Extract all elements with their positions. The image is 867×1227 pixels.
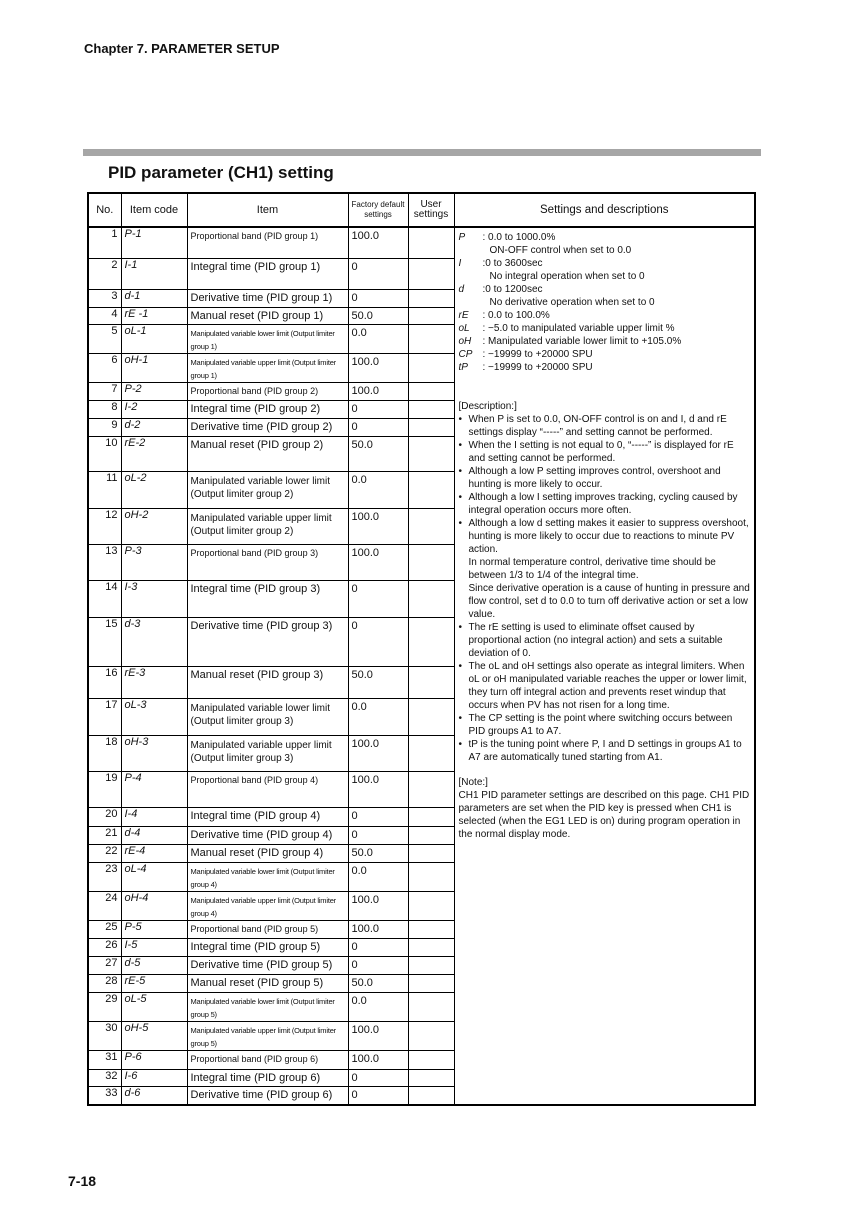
- table-header-row: [88, 193, 755, 227]
- item-code: d-6: [121, 1086, 187, 1105]
- row-number: 19: [88, 771, 121, 807]
- item-name: Manual reset (PID group 1): [187, 307, 348, 324]
- item-code: P-4: [121, 771, 187, 807]
- description-text: The oL and oH settings also operate as integral limiters. When oL or oH manipulated variable reaches the upper or lower limit, they turn off integral action and prevents reset windup that occurs when PV has not risen for a long time.: [468, 661, 747, 711]
- factory-default-value: 0.0: [348, 698, 408, 735]
- bullet-mark: •: [458, 414, 463, 425]
- item-name: Derivative time (PID group 4): [187, 826, 348, 844]
- item-name: Proportional band (PID group 2): [187, 382, 348, 400]
- item-name: Manual reset (PID group 2): [187, 436, 348, 471]
- row-number: 1: [88, 227, 121, 258]
- user-setting-cell: [408, 418, 454, 436]
- row-number: 20: [88, 807, 121, 826]
- user-setting-cell: [408, 471, 454, 508]
- bullet-mark: •: [458, 622, 463, 633]
- description-text: The rE setting is used to eliminate offset caused by proportional action (no integral action) and sets a suitable deviation of 0.: [468, 622, 723, 659]
- item-code: P-3: [121, 544, 187, 580]
- row-number: 29: [88, 992, 121, 1021]
- description-bullet: [459, 413, 751, 439]
- item-code: oL-3: [121, 698, 187, 735]
- user-setting-cell: [408, 580, 454, 617]
- header-user-settings: User settings: [408, 193, 454, 227]
- range-row: [459, 361, 751, 374]
- range-note: No derivative operation when set to 0: [489, 297, 655, 308]
- bullet-mark: •: [458, 713, 463, 724]
- item-code: rE-5: [121, 974, 187, 992]
- header-factory-default: Factory default settings: [348, 193, 408, 227]
- item-name-line1: Manipulated variable lower limit: [190, 702, 331, 714]
- item-code: P-5: [121, 920, 187, 938]
- factory-default-value: 100.0: [348, 920, 408, 938]
- factory-default-value: 100.0: [348, 1050, 408, 1069]
- page-title: PID parameter (CH1) setting: [108, 163, 334, 182]
- factory-default-value: 0: [348, 807, 408, 826]
- item-name: [187, 698, 348, 735]
- range-row: [459, 231, 751, 244]
- factory-default-value: 0: [348, 400, 408, 418]
- range-code: CP: [458, 349, 473, 360]
- item-name: Proportional band (PID group 1): [187, 227, 348, 258]
- item-name: Derivative time (PID group 5): [187, 956, 348, 974]
- item-name: Manipulated variable lower limit (Output limiter group 1): [187, 324, 348, 353]
- item-code: d-5: [121, 956, 187, 974]
- range-text: : −5.0 to manipulated variable upper limit %: [482, 323, 675, 334]
- description-bullet: [459, 660, 751, 712]
- row-number: 22: [88, 844, 121, 862]
- user-setting-cell: [408, 974, 454, 992]
- range-row: [459, 335, 751, 348]
- row-number: 30: [88, 1021, 121, 1050]
- item-code: I-5: [121, 938, 187, 956]
- user-setting-cell: [408, 862, 454, 891]
- header-no: No.: [88, 193, 121, 227]
- derivative-note: Since derivative operation is a cause of hunting in pressure and flow control, set d to 0.0 to turn off derivative action or set a low value.: [468, 583, 750, 620]
- item-name: Integral time (PID group 1): [187, 258, 348, 289]
- user-setting-cell: [408, 698, 454, 735]
- item-name: Integral time (PID group 4): [187, 807, 348, 826]
- factory-default-value: 100.0: [348, 382, 408, 400]
- description-bullet: [459, 439, 751, 465]
- item-name-line2: (Output limiter group 3): [190, 752, 294, 764]
- range-row: [459, 322, 751, 335]
- user-setting-cell: [408, 324, 454, 353]
- range-note: ON-OFF control when set to 0.0: [489, 245, 632, 256]
- row-number: 33: [88, 1086, 121, 1105]
- bullet-mark: •: [458, 466, 463, 477]
- row-number: 12: [88, 508, 121, 544]
- range-note: No integral operation when set to 0: [489, 271, 645, 282]
- item-name: [187, 508, 348, 544]
- description-text: When P is set to 0.0, ON-OFF control is on and I, d and rE settings display “-----” and setting cannot be performed.: [468, 414, 727, 438]
- factory-default-value: 0: [348, 617, 408, 666]
- range-row: [459, 283, 751, 296]
- item-code: I-6: [121, 1069, 187, 1086]
- item-code: rE-3: [121, 666, 187, 698]
- row-number: 17: [88, 698, 121, 735]
- item-code: oL-2: [121, 471, 187, 508]
- factory-default-value: 0: [348, 580, 408, 617]
- factory-default-value: 50.0: [348, 307, 408, 324]
- range-code: oH: [458, 336, 472, 347]
- user-setting-cell: [408, 891, 454, 920]
- user-setting-cell: [408, 938, 454, 956]
- item-code: P-2: [121, 382, 187, 400]
- item-name: Proportional band (PID group 6): [187, 1050, 348, 1069]
- item-code: I-1: [121, 258, 187, 289]
- factory-default-value: 100.0: [348, 771, 408, 807]
- description-heading: [Description:]: [458, 401, 517, 412]
- item-name: Proportional band (PID group 3): [187, 544, 348, 580]
- row-number: 31: [88, 1050, 121, 1069]
- range-code: d: [458, 284, 465, 295]
- factory-default-value: 0: [348, 289, 408, 307]
- item-name: [187, 471, 348, 508]
- factory-default-value: 100.0: [348, 544, 408, 580]
- note-heading: [Note:]: [458, 777, 488, 788]
- range-text: : 0.0 to 1000.0%: [482, 232, 556, 243]
- description-text: When the I setting is not equal to 0, “-----” is displayed for rE and setting cannot be performed.: [468, 440, 734, 464]
- factory-default-value: 0: [348, 938, 408, 956]
- row-number: 25: [88, 920, 121, 938]
- header-item: Item: [187, 193, 348, 227]
- item-code: oL-5: [121, 992, 187, 1021]
- bullet-mark: •: [458, 492, 463, 503]
- range-row: [459, 348, 751, 361]
- factory-default-value: 0.0: [348, 471, 408, 508]
- factory-default-value: 100.0: [348, 353, 408, 382]
- item-name: Integral time (PID group 3): [187, 580, 348, 617]
- settings-description: [454, 227, 755, 1105]
- item-code: P-1: [121, 227, 187, 258]
- row-number: 23: [88, 862, 121, 891]
- parameter-table: [87, 192, 756, 1106]
- row-number: 26: [88, 938, 121, 956]
- item-code: I-2: [121, 400, 187, 418]
- factory-default-value: 50.0: [348, 666, 408, 698]
- row-number: 5: [88, 324, 121, 353]
- row-number: 21: [88, 826, 121, 844]
- user-setting-cell: [408, 807, 454, 826]
- description-text: The CP setting is the point where switching occurs between PID groups A1 to A7.: [468, 713, 733, 737]
- item-name: Manipulated variable lower limit (Output limiter group 4): [187, 862, 348, 891]
- item-name-line1: Manipulated variable upper limit: [190, 739, 332, 751]
- description-bullet: [459, 491, 751, 517]
- row-number: 8: [88, 400, 121, 418]
- item-name: Proportional band (PID group 4): [187, 771, 348, 807]
- row-number: 6: [88, 353, 121, 382]
- item-code: oH-1: [121, 353, 187, 382]
- row-number: 28: [88, 974, 121, 992]
- item-name: Manual reset (PID group 5): [187, 974, 348, 992]
- row-number: 7: [88, 382, 121, 400]
- factory-default-value: 50.0: [348, 436, 408, 471]
- chapter-heading: Chapter 7. PARAMETER SETUP: [84, 41, 280, 56]
- description-text: tP is the tuning point where P, I and D settings in groups A1 to A7 are automatically tuned starting from A1.: [468, 739, 742, 763]
- factory-default-value: 100.0: [348, 735, 408, 771]
- item-code: oH-4: [121, 891, 187, 920]
- description-text: Although a low P setting improves control, overshoot and hunting is more likely to occur.: [468, 466, 721, 490]
- description-text: Although a low I setting improves tracking, cycling caused by integral operation occurs more often.: [468, 492, 738, 516]
- item-code: rE -1: [121, 307, 187, 324]
- range-text: : Manipulated variable lower limit to +105.0%: [482, 336, 682, 347]
- row-number: 16: [88, 666, 121, 698]
- item-name: Proportional band (PID group 5): [187, 920, 348, 938]
- item-code: oH-2: [121, 508, 187, 544]
- row-number: 11: [88, 471, 121, 508]
- description-bullet: [459, 465, 751, 491]
- user-setting-cell: [408, 1086, 454, 1105]
- derivative-note: In normal temperature control, derivative time should be between 1/3 to 1/4 of the integral time.: [468, 557, 716, 581]
- bullet-mark: •: [458, 739, 463, 750]
- bullet-mark: •: [458, 661, 463, 672]
- factory-default-value: 100.0: [348, 227, 408, 258]
- factory-default-value: 0: [348, 418, 408, 436]
- user-setting-cell: [408, 544, 454, 580]
- row-number: 9: [88, 418, 121, 436]
- factory-default-value: 0.0: [348, 992, 408, 1021]
- user-setting-cell: [408, 289, 454, 307]
- item-name: Manipulated variable lower limit (Output limiter group 5): [187, 992, 348, 1021]
- range-code: P: [458, 232, 466, 243]
- item-name: Manipulated variable upper limit (Output limiter group 4): [187, 891, 348, 920]
- item-name-line1: Manipulated variable upper limit: [190, 512, 332, 524]
- range-text: :0 to 3600sec: [482, 258, 543, 269]
- factory-default-value: 0: [348, 1069, 408, 1086]
- section-rule: [83, 149, 761, 156]
- item-code: d-2: [121, 418, 187, 436]
- row-number: 10: [88, 436, 121, 471]
- row-number: 24: [88, 891, 121, 920]
- factory-default-value: 100.0: [348, 891, 408, 920]
- item-name: Manual reset (PID group 3): [187, 666, 348, 698]
- row-number: 14: [88, 580, 121, 617]
- item-code: rE-2: [121, 436, 187, 471]
- user-setting-cell: [408, 382, 454, 400]
- factory-default-value: 0.0: [348, 862, 408, 891]
- row-number: 13: [88, 544, 121, 580]
- row-number: 32: [88, 1069, 121, 1086]
- factory-default-value: 50.0: [348, 844, 408, 862]
- range-text: : −19999 to +20000 SPU: [482, 362, 593, 373]
- range-row: [459, 309, 751, 322]
- user-setting-cell: [408, 353, 454, 382]
- factory-default-value: 0: [348, 258, 408, 289]
- user-setting-cell: [408, 920, 454, 938]
- user-setting-cell: [408, 735, 454, 771]
- row-number: 15: [88, 617, 121, 666]
- description-bullet: [459, 738, 751, 764]
- user-setting-cell: [408, 1069, 454, 1086]
- range-code: I: [458, 258, 462, 269]
- page-number: 7-18: [68, 1173, 97, 1189]
- item-name: [187, 735, 348, 771]
- item-code: P-6: [121, 1050, 187, 1069]
- item-name: Manipulated variable upper limit (Output limiter group 1): [187, 353, 348, 382]
- range-text: :0 to 1200sec: [482, 284, 543, 295]
- bullet-mark: •: [458, 440, 463, 451]
- description-text: Although a low d setting makes it easier to suppress overshoot, hunting is more likely to occur due to reactions to minute PV action.: [468, 518, 749, 555]
- row-number: 27: [88, 956, 121, 974]
- user-setting-cell: [408, 666, 454, 698]
- user-setting-cell: [408, 1050, 454, 1069]
- user-setting-cell: [408, 307, 454, 324]
- range-text: : 0.0 to 100.0%: [482, 310, 550, 321]
- range-code: oL: [458, 323, 470, 334]
- item-code: oL-1: [121, 324, 187, 353]
- item-name: Manipulated variable upper limit (Output limiter group 5): [187, 1021, 348, 1050]
- item-code: d-1: [121, 289, 187, 307]
- description-bullet: [459, 621, 751, 660]
- user-setting-cell: [408, 508, 454, 544]
- item-name: Derivative time (PID group 6): [187, 1086, 348, 1105]
- factory-default-value: 50.0: [348, 974, 408, 992]
- header-item-code: Item code: [121, 193, 187, 227]
- row-number: 2: [88, 258, 121, 289]
- row-number: 3: [88, 289, 121, 307]
- factory-default-value: 0: [348, 956, 408, 974]
- row-number: 4: [88, 307, 121, 324]
- factory-default-value: 0: [348, 826, 408, 844]
- range-code: tP: [458, 362, 468, 373]
- bullet-mark: •: [458, 518, 463, 529]
- item-name-line1: Manipulated variable lower limit: [190, 475, 331, 487]
- item-code: I-3: [121, 580, 187, 617]
- item-name: Integral time (PID group 2): [187, 400, 348, 418]
- item-name: Integral time (PID group 5): [187, 938, 348, 956]
- item-name-line2: (Output limiter group 3): [190, 715, 294, 727]
- user-setting-cell: [408, 617, 454, 666]
- user-setting-cell: [408, 436, 454, 471]
- table-row: [88, 227, 755, 258]
- range-text: : −19999 to +20000 SPU: [482, 349, 593, 360]
- user-setting-cell: [408, 992, 454, 1021]
- item-name: Derivative time (PID group 3): [187, 617, 348, 666]
- user-setting-cell: [408, 771, 454, 807]
- item-code: oL-4: [121, 862, 187, 891]
- user-setting-cell: [408, 227, 454, 258]
- user-setting-cell: [408, 956, 454, 974]
- description-bullet: [459, 712, 751, 738]
- item-code: oH-5: [121, 1021, 187, 1050]
- factory-default-value: 0.0: [348, 324, 408, 353]
- item-code: I-4: [121, 807, 187, 826]
- user-setting-cell: [408, 826, 454, 844]
- item-name: Derivative time (PID group 1): [187, 289, 348, 307]
- factory-default-value: 0: [348, 1086, 408, 1105]
- item-code: rE-4: [121, 844, 187, 862]
- item-code: d-3: [121, 617, 187, 666]
- item-name: Derivative time (PID group 2): [187, 418, 348, 436]
- item-code: oH-3: [121, 735, 187, 771]
- item-code: d-4: [121, 826, 187, 844]
- user-setting-cell: [408, 1021, 454, 1050]
- factory-default-value: 100.0: [348, 1021, 408, 1050]
- item-name-line2: (Output limiter group 2): [190, 525, 294, 537]
- item-name-line2: (Output limiter group 2): [190, 488, 294, 500]
- item-name: Integral time (PID group 6): [187, 1069, 348, 1086]
- user-setting-cell: [408, 400, 454, 418]
- factory-default-value: 100.0: [348, 508, 408, 544]
- range-code: rE: [458, 310, 469, 321]
- user-setting-cell: [408, 258, 454, 289]
- header-descriptions: Settings and descriptions: [454, 193, 755, 227]
- row-number: 18: [88, 735, 121, 771]
- user-setting-cell: [408, 844, 454, 862]
- note-text: CH1 PID parameter settings are described on this page. CH1 PID parameters are set when the PID key is pressed when CH1 is selected (when the EG1 LED is on) during program operation in the normal display mode.: [458, 790, 750, 840]
- range-row: [459, 257, 751, 270]
- item-name: Manual reset (PID group 4): [187, 844, 348, 862]
- table-body: [88, 227, 755, 1105]
- description-bullet: [459, 517, 751, 556]
